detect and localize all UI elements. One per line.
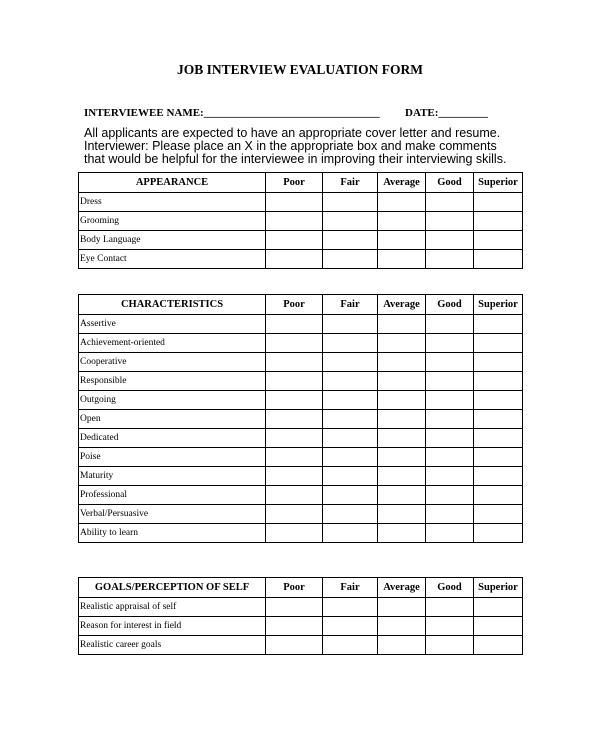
rating-column-header: Average [378, 578, 426, 598]
date-line [405, 107, 488, 119]
rating-cell[interactable] [426, 448, 474, 467]
rating-cell[interactable] [474, 372, 523, 391]
date-field[interactable]: _________ [438, 107, 488, 119]
table-header-row [79, 295, 523, 315]
rating-cell[interactable] [323, 410, 378, 429]
rating-cell[interactable] [378, 429, 426, 448]
rating-cell[interactable] [474, 353, 523, 372]
table-row [79, 372, 523, 391]
rating-cell[interactable] [378, 486, 426, 505]
section-heading: GOALS/PERCEPTION OF SELF [79, 578, 266, 598]
rating-cell[interactable] [378, 334, 426, 353]
table-row [79, 505, 523, 524]
rating-cell[interactable] [378, 250, 426, 269]
rating-cell[interactable] [426, 334, 474, 353]
rating-column-header: Good [426, 295, 474, 315]
rating-cell[interactable] [378, 636, 426, 655]
table-row [79, 636, 523, 655]
rating-column-header: Good [426, 173, 474, 193]
rating-cell[interactable] [266, 410, 323, 429]
form-title: JOB INTERVIEW EVALUATION FORM [177, 62, 423, 77]
rating-column-header: Fair [323, 295, 378, 315]
rating-cell[interactable] [266, 486, 323, 505]
table-row [79, 212, 523, 231]
rating-cell[interactable] [378, 231, 426, 250]
rating-cell[interactable] [426, 212, 474, 231]
criterion-label: Outgoing [79, 391, 266, 410]
table-row [79, 250, 523, 269]
rating-cell[interactable] [266, 598, 323, 617]
rating-column-header: Superior [474, 173, 523, 193]
rating-cell[interactable] [266, 334, 323, 353]
interviewee-name-field[interactable]: ________________________________ [203, 107, 380, 119]
criterion-label: Maturity [79, 467, 266, 486]
table-header-row [79, 173, 523, 193]
table-row [79, 391, 523, 410]
rating-cell[interactable] [266, 448, 323, 467]
table-row [79, 467, 523, 486]
rating-cell[interactable] [266, 636, 323, 655]
instruction-line: Interviewer: Please place an X in the appropriate box and make comments [84, 139, 497, 153]
rating-column-header: Fair [323, 578, 378, 598]
table-header-row [79, 578, 523, 598]
criterion-label: Realistic career goals [79, 636, 266, 655]
criterion-label: Realistic appraisal of self [79, 598, 266, 617]
rating-cell[interactable] [323, 372, 378, 391]
rating-cell[interactable] [474, 636, 523, 655]
rating-cell[interactable] [323, 193, 378, 212]
table-row [79, 334, 523, 353]
table-row [79, 315, 523, 334]
table-row [79, 193, 523, 212]
rating-cell[interactable] [426, 231, 474, 250]
criterion-label: Ability to learn [79, 524, 266, 543]
instruction-line: that would be helpful for the interviewee in improving their interviewing skills. [84, 152, 507, 166]
rating-cell[interactable] [323, 505, 378, 524]
rating-cell[interactable] [323, 315, 378, 334]
table-row [79, 353, 523, 372]
criterion-label: Poise [79, 448, 266, 467]
date-label: DATE: [405, 107, 439, 119]
rating-cell[interactable] [266, 315, 323, 334]
rating-cell[interactable] [378, 212, 426, 231]
criterion-label: Assertive [79, 315, 266, 334]
rating-cell[interactable] [426, 315, 474, 334]
rating-cell[interactable] [323, 212, 378, 231]
rating-cell[interactable] [378, 372, 426, 391]
section-heading: APPEARANCE [79, 173, 266, 193]
rating-column-header: Average [378, 173, 426, 193]
rating-column-header: Average [378, 295, 426, 315]
rating-cell[interactable] [323, 636, 378, 655]
rating-cell[interactable] [474, 617, 523, 636]
rating-cell[interactable] [323, 467, 378, 486]
rating-column-header: Poor [266, 295, 323, 315]
rating-cell[interactable] [266, 250, 323, 269]
criterion-label: Verbal/Persuasive [79, 505, 266, 524]
rating-cell[interactable] [426, 353, 474, 372]
rating-cell[interactable] [323, 391, 378, 410]
rating-cell[interactable] [474, 391, 523, 410]
rating-cell[interactable] [323, 448, 378, 467]
table-row [79, 429, 523, 448]
table-row [79, 486, 523, 505]
rating-cell[interactable] [266, 372, 323, 391]
rating-cell[interactable] [323, 353, 378, 372]
rating-cell[interactable] [426, 250, 474, 269]
rating-cell[interactable] [323, 524, 378, 543]
interviewee-name-label: INTERVIEWEE NAME: [84, 107, 204, 119]
rating-cell[interactable] [266, 429, 323, 448]
rating-cell[interactable] [323, 334, 378, 353]
rating-cell[interactable] [426, 598, 474, 617]
rating-cell[interactable] [378, 524, 426, 543]
rating-cell[interactable] [266, 193, 323, 212]
table-row [79, 231, 523, 250]
criterion-label: Achievement-oriented [79, 334, 266, 353]
rating-cell[interactable] [266, 353, 323, 372]
rating-cell[interactable] [323, 250, 378, 269]
rating-cell[interactable] [378, 448, 426, 467]
rating-cell[interactable] [474, 467, 523, 486]
rating-cell[interactable] [266, 391, 323, 410]
rating-cell[interactable] [426, 486, 474, 505]
rating-cell[interactable] [426, 410, 474, 429]
rating-cell[interactable] [266, 505, 323, 524]
rating-column-header: Superior [474, 578, 523, 598]
table-row [79, 410, 523, 429]
rating-cell[interactable] [266, 524, 323, 543]
table-row [79, 617, 523, 636]
rating-column-header: Superior [474, 295, 523, 315]
rating-cell[interactable] [378, 617, 426, 636]
rating-cell[interactable] [474, 334, 523, 353]
table-row [79, 524, 523, 543]
criterion-label: Reason for interest in field [79, 617, 266, 636]
rating-column-header: Poor [266, 173, 323, 193]
interviewee-line [84, 107, 380, 119]
rating-cell[interactable] [378, 505, 426, 524]
rating-cell[interactable] [266, 617, 323, 636]
table-row [79, 448, 523, 467]
criterion-label: Dedicated [79, 429, 266, 448]
criterion-label: Professional [79, 486, 266, 505]
rating-cell[interactable] [266, 467, 323, 486]
rating-cell[interactable] [474, 429, 523, 448]
rating-cell[interactable] [474, 448, 523, 467]
rating-cell[interactable] [378, 598, 426, 617]
rating-cell[interactable] [323, 231, 378, 250]
criterion-label: Grooming [79, 212, 266, 231]
rating-cell[interactable] [378, 410, 426, 429]
instructions [84, 127, 524, 166]
rating-cell[interactable] [474, 250, 523, 269]
rating-cell[interactable] [378, 353, 426, 372]
rating-cell[interactable] [426, 429, 474, 448]
rating-cell[interactable] [474, 486, 523, 505]
criterion-label: Eye Contact [79, 250, 266, 269]
rating-cell[interactable] [323, 617, 378, 636]
rating-cell[interactable] [474, 315, 523, 334]
rating-cell[interactable] [426, 193, 474, 212]
rating-cell[interactable] [378, 193, 426, 212]
rating-cell[interactable] [426, 524, 474, 543]
criterion-label: Open [79, 410, 266, 429]
rating-cell[interactable] [474, 212, 523, 231]
rating-column-header: Good [426, 578, 474, 598]
rating-cell[interactable] [323, 429, 378, 448]
criterion-label: Responsible [79, 372, 266, 391]
rating-cell[interactable] [426, 617, 474, 636]
rating-cell[interactable] [426, 372, 474, 391]
criterion-label: Dress [79, 193, 266, 212]
rating-column-header: Fair [323, 173, 378, 193]
rating-cell[interactable] [426, 636, 474, 655]
rating-cell[interactable] [474, 524, 523, 543]
rating-column-header: Poor [266, 578, 323, 598]
rating-cell[interactable] [378, 391, 426, 410]
goals-table [78, 577, 523, 655]
rating-cell[interactable] [426, 467, 474, 486]
criterion-label: Cooperative [79, 353, 266, 372]
characteristics-table [78, 294, 523, 543]
rating-cell[interactable] [474, 505, 523, 524]
criterion-label: Body Language [79, 231, 266, 250]
rating-cell[interactable] [426, 505, 474, 524]
rating-cell[interactable] [266, 231, 323, 250]
table-row [79, 598, 523, 617]
rating-cell[interactable] [474, 231, 523, 250]
rating-cell[interactable] [426, 391, 474, 410]
rating-cell[interactable] [266, 212, 323, 231]
section-heading: CHARACTERISTICS [79, 295, 266, 315]
rating-cell[interactable] [474, 598, 523, 617]
rating-cell[interactable] [323, 598, 378, 617]
rating-cell[interactable] [474, 410, 523, 429]
rating-cell[interactable] [378, 315, 426, 334]
appearance-table [78, 172, 523, 269]
rating-cell[interactable] [323, 486, 378, 505]
rating-cell[interactable] [474, 193, 523, 212]
instruction-line: All applicants are expected to have an appropriate cover letter and resume. [84, 126, 501, 140]
rating-cell[interactable] [378, 467, 426, 486]
